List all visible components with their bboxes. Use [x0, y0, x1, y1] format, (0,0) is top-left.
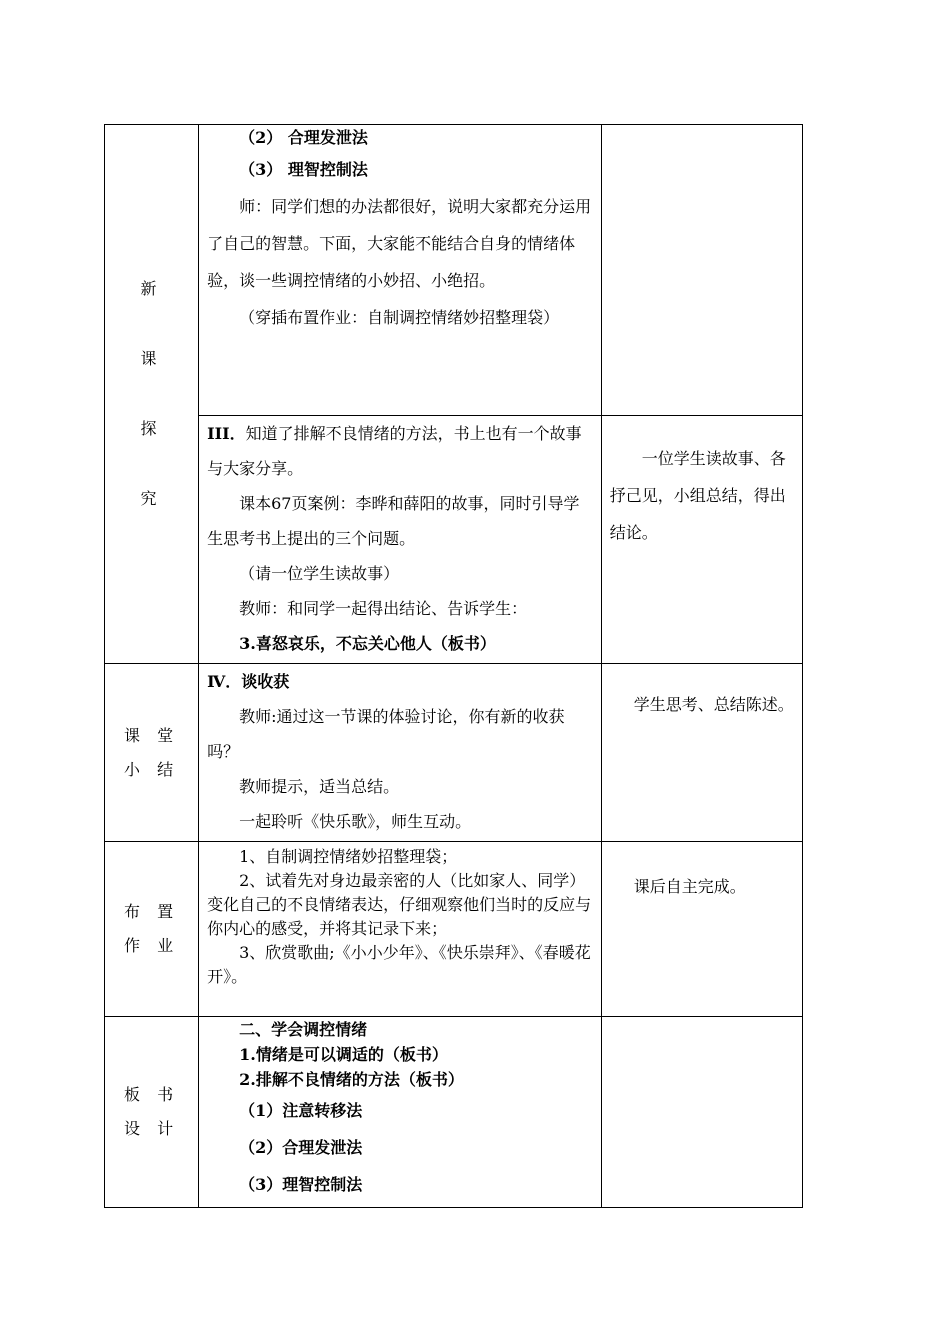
- paragraph: III．知道了排解不良情绪的方法，书上也有一个故事与大家分享。: [207, 424, 582, 478]
- content-cell: [199, 125, 602, 416]
- board-line: 二、学会调控情绪: [239, 1020, 368, 1039]
- board-line: 1.情绪是可以调适的（板书）: [239, 1045, 448, 1064]
- paragraph: 教师:通过这一节课的体验讨论，你有新的收获吗？: [207, 707, 565, 761]
- activity-cell: [601, 416, 802, 664]
- row-label-homework: 布 置 作 业: [105, 842, 199, 1017]
- row-label-summary: 课 堂 小 结: [105, 664, 199, 842]
- section-heading: Ⅳ．谈收获: [207, 672, 290, 691]
- paragraph: （穿插布置作业：自制调控情绪妙招整理袋）: [239, 308, 560, 327]
- paragraph: 课本67页案例：李晔和薛阳的故事，同时引导学生思考书上提出的三个问题。: [207, 494, 580, 548]
- board-note: 3.喜怒哀乐，不忘关心他人（板书）: [239, 634, 496, 653]
- paragraph: 教师：和同学一起得出结论、告诉学生：: [239, 599, 528, 618]
- table-row: [105, 842, 803, 1017]
- activity-cell: [601, 664, 802, 842]
- lesson-plan-table: [104, 124, 803, 1208]
- row-label-board: 板 书 设 计: [105, 1017, 199, 1208]
- student-activity: 学生思考、总结陈述。: [633, 695, 794, 714]
- board-line: 2.排解不良情绪的方法（板书）: [239, 1070, 464, 1089]
- row-label-explore: 新 课 探 究: [105, 125, 199, 664]
- activity-cell: [601, 842, 802, 1017]
- paragraph: 一起聆听《快乐歌》，师生互动。: [239, 812, 472, 831]
- homework-item: 2、试着先对身边最亲密的人（比如家人、同学）变化自己的不良情绪表达，仔细观察他们当时的反应与你内心的感受，并将其记录下来；: [207, 871, 592, 938]
- paragraph: 教师提示，适当总结。: [239, 777, 400, 796]
- table-row: [105, 416, 803, 664]
- content-cell: [199, 664, 602, 842]
- table-row: [105, 1017, 803, 1208]
- content-cell: [199, 416, 602, 664]
- board-line: （3）理智控制法: [239, 1175, 363, 1194]
- empty-cell: [601, 125, 802, 416]
- paragraph: （请一位学生读故事）: [239, 564, 400, 583]
- content-cell: [199, 1017, 602, 1208]
- table-row: [105, 664, 803, 842]
- paragraph: 师：同学们想的办法都很好，说明大家都充分运用了自己的智慧。下面，大家能不能结合自身的情绪体验，谈一些调控情绪的小妙招、小绝招。: [207, 197, 592, 290]
- empty-cell: [601, 1017, 802, 1208]
- content-cell: [199, 842, 602, 1017]
- method-line: （3） 理智控制法: [239, 160, 368, 179]
- student-activity: 课后自主完成。: [633, 877, 746, 896]
- method-line: （2） 合理发泄法: [239, 128, 368, 147]
- homework-item: 3、欣赏歌曲;《小小少年》、《快乐崇拜》、《春暖花开》。: [207, 943, 591, 986]
- homework-item: 1、自制调控情绪妙招整理袋；: [239, 847, 458, 866]
- board-line: （2）合理发泄法: [239, 1138, 363, 1157]
- board-line: （1）注意转移法: [239, 1101, 363, 1120]
- table-row: [105, 125, 803, 416]
- student-activity: 一位学生读故事、各抒己见，小组总结，得出结论。: [609, 449, 786, 542]
